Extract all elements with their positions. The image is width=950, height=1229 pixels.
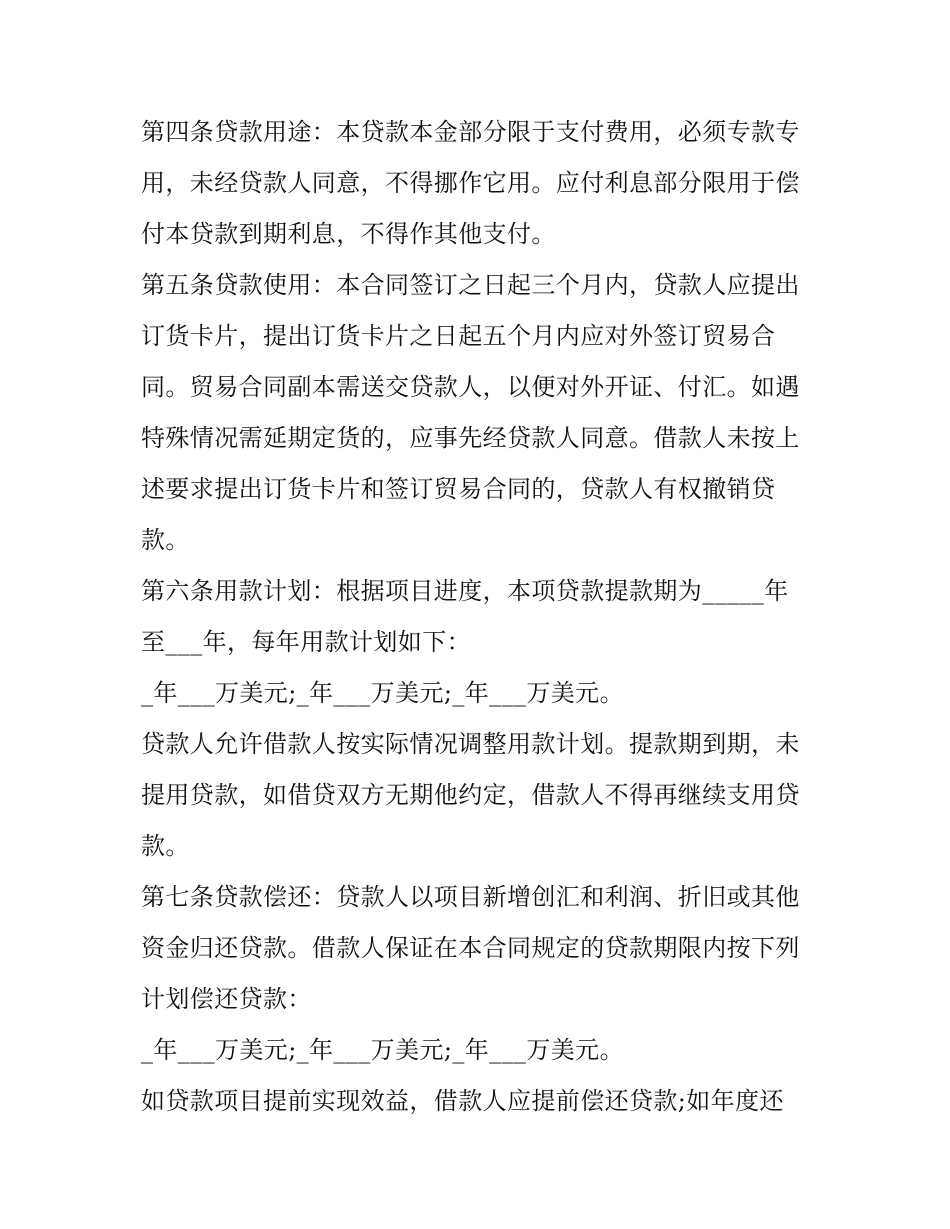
text-line: 款。 bbox=[141, 526, 190, 554]
text-line: 述要求提出订货卡片和签订贸易合同的，贷款人有权撤销贷 bbox=[141, 475, 776, 503]
text-line: 第七条贷款偿还：贷款人以项目新增创汇和利润、折旧或其他 bbox=[141, 883, 800, 911]
text-line: 提用贷款，如借贷双方无期他约定，借款人不得再继续支用贷 bbox=[141, 781, 800, 809]
text-line: 款。 bbox=[141, 832, 190, 860]
document-body bbox=[141, 107, 831, 1127]
text-line: 计划偿还贷款： bbox=[141, 985, 312, 1013]
text-line: 第五条贷款使用：本合同签订之日起三个月内，贷款人应提出 bbox=[141, 271, 800, 299]
text-line: 资金归还贷款。借款人保证在本合同规定的贷款期限内按下列 bbox=[141, 934, 800, 962]
text-line: 同。贸易合同副本需送交贷款人，以便对外开证、付汇。如遇 bbox=[141, 373, 800, 401]
text-line: 付本贷款到期利息，不得作其他支付。 bbox=[141, 220, 556, 248]
text-line: _年___万美元;_年___万美元;_年___万美元。 bbox=[141, 679, 624, 707]
text-line: _年___万美元;_年___万美元;_年___万美元。 bbox=[141, 1036, 624, 1064]
text-line: 至___年，每年用款计划如下： bbox=[141, 628, 471, 656]
text-line: 订货卡片，提出订货卡片之日起五个月内应对外签订贸易合 bbox=[141, 322, 776, 350]
text-line: 第四条贷款用途：本贷款本金部分限于支付费用，必须专款专 bbox=[141, 118, 800, 146]
text-line: 第六条用款计划：根据项目进度，本项贷款提款期为_____年 bbox=[141, 577, 789, 605]
text-line: 特殊情况需延期定货的，应事先经贷款人同意。借款人未按上 bbox=[141, 424, 800, 452]
text-line: 如贷款项目提前实现效益，借款人应提前偿还贷款;如年度还 bbox=[141, 1087, 784, 1115]
text-line: 用，未经贷款人同意，不得挪作它用。应付利息部分限用于偿 bbox=[141, 169, 800, 197]
text-line: 贷款人允许借款人按实际情况调整用款计划。提款期到期，未 bbox=[141, 730, 800, 758]
